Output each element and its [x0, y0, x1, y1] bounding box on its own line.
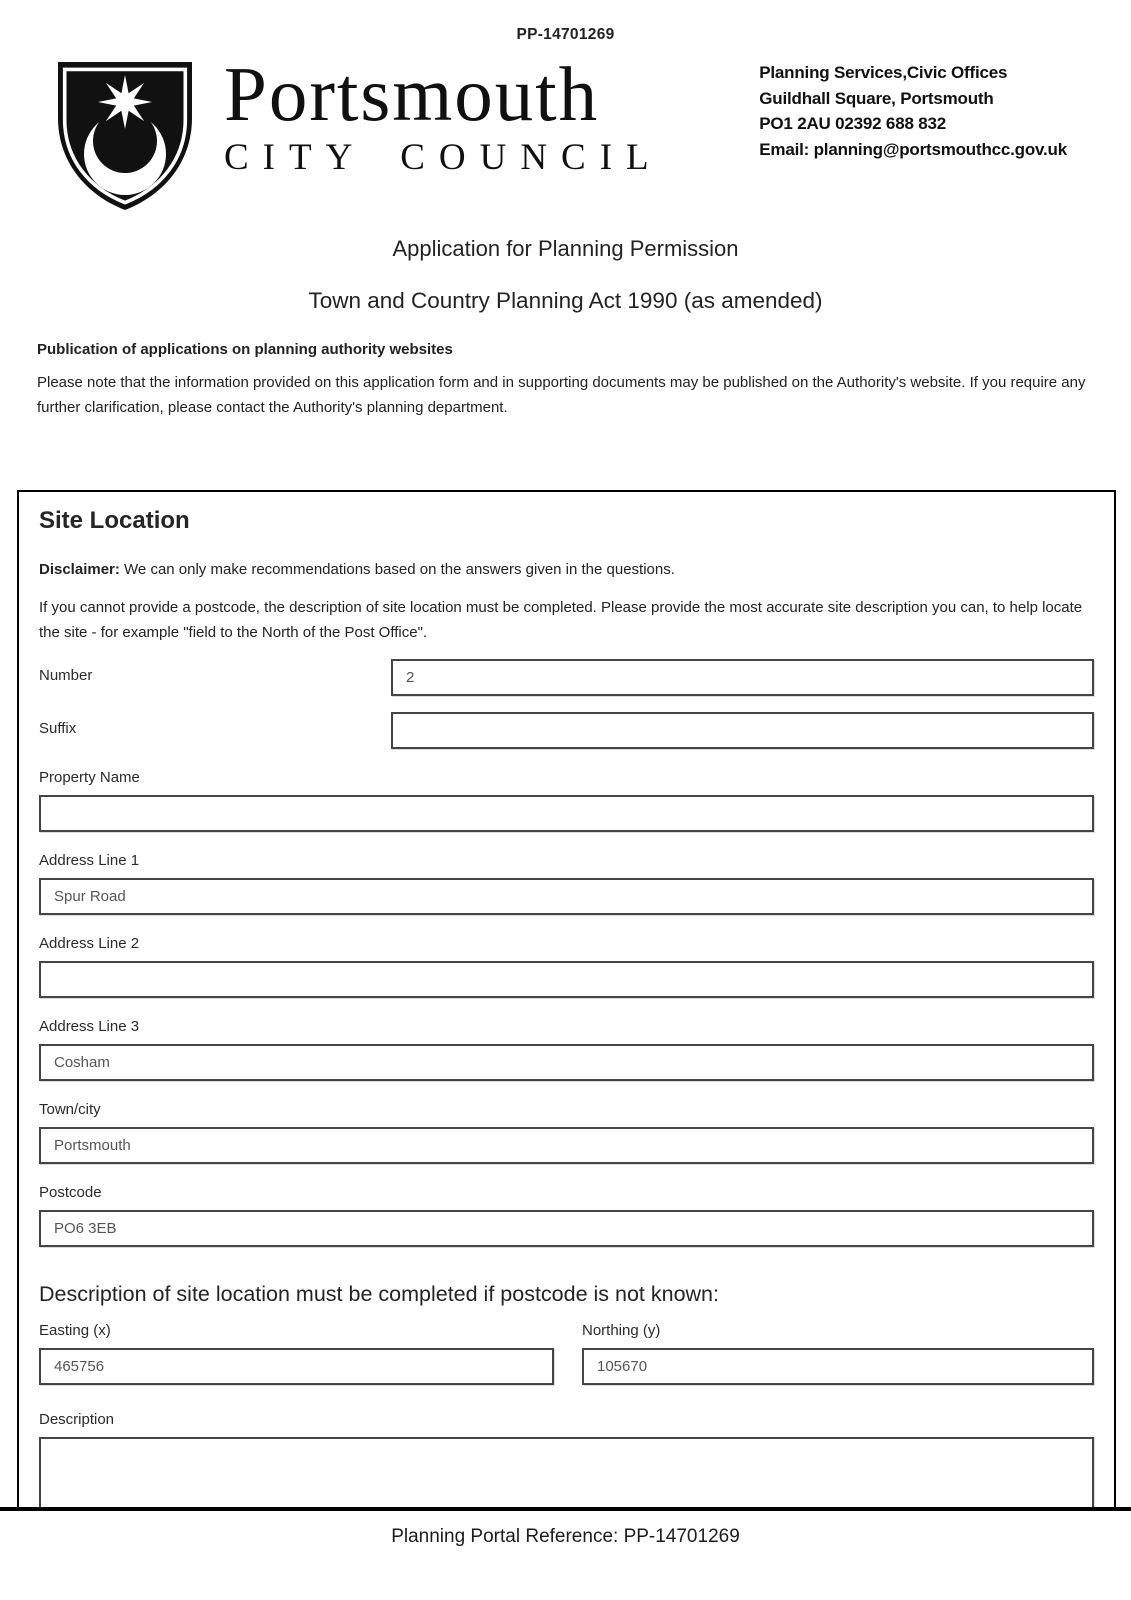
contact-line-office: Planning Services,Civic Offices	[759, 63, 1008, 82]
council-name: Portsmouth	[224, 51, 600, 137]
number-input[interactable]	[391, 659, 1094, 696]
address-line-1-field-row	[39, 852, 1094, 915]
page-break-divider	[0, 1507, 1131, 1511]
address-line-3-field-row	[39, 1018, 1094, 1081]
easting-input[interactable]	[39, 1348, 554, 1385]
page-title: Application for Planning Permission	[392, 236, 739, 261]
easting-field	[39, 1322, 554, 1385]
page-subtitle: Town and Country Planning Act 1990 (as amended)	[308, 288, 823, 313]
property-name-label: Property Name	[39, 769, 140, 786]
sun-star-icon	[98, 75, 152, 129]
disclaimer-label: Disclaimer:	[39, 561, 120, 578]
northing-field	[582, 1322, 1094, 1385]
northing-label: Northing (y)	[582, 1322, 661, 1339]
description-label: Description	[39, 1411, 115, 1428]
planning-services-contact-block	[759, 56, 1067, 162]
suffix-label: Suffix	[39, 720, 77, 737]
town-city-label: Town/city	[39, 1101, 101, 1118]
contact-line-address: Guildhall Square, Portsmouth	[759, 88, 994, 108]
property-name-field-row	[39, 769, 1094, 832]
contact-line-phone: PO1 2AU 02392 688 832	[759, 114, 946, 133]
town-city-field-row	[39, 1101, 1094, 1164]
coordinates-row	[39, 1322, 1094, 1385]
site-location-section	[17, 490, 1116, 1507]
publication-note: Please note that the information provided on this application form and in supporting documents may be published on the Authority's website. If you require any further clarification, please contact the Authority's planning department.	[37, 374, 1086, 416]
council-name-subtitle: CITY COUNCIL	[224, 137, 663, 178]
address-line-1-label: Address Line 1	[39, 852, 140, 869]
address-line-3-label: Address Line 3	[39, 1018, 140, 1035]
suffix-field-row	[39, 712, 1094, 749]
northing-input[interactable]	[582, 1348, 1094, 1385]
application-reference: PP-14701269	[516, 26, 615, 43]
property-name-input[interactable]	[39, 795, 1094, 832]
address-line-1-input[interactable]	[39, 878, 1094, 915]
description-textarea[interactable]	[39, 1437, 1094, 1507]
disclaimer-text: Disclaimer: We can only make recommendations based on the answers given in the questions.	[39, 561, 675, 578]
description-field-row	[39, 1411, 1094, 1507]
planning-portal-reference-footer: Planning Portal Reference: PP-14701269	[391, 1526, 740, 1547]
number-field-row	[39, 659, 1094, 696]
postcode-label: Postcode	[39, 1184, 102, 1201]
address-line-2-input[interactable]	[39, 961, 1094, 998]
contact-line-email: Email: planning@portsmouthcc.gov.uk	[759, 139, 1067, 159]
suffix-input[interactable]	[391, 712, 1094, 749]
address-line-2-label: Address Line 2	[39, 935, 140, 952]
postcode-field-row	[39, 1184, 1094, 1247]
postcode-instructions: If you cannot provide a postcode, the description of site location must be completed. Please provide the most accurate site description you can, to help locate the site - for example "field to the North of the Post Office".	[39, 599, 1083, 641]
address-line-3-input[interactable]	[39, 1044, 1094, 1081]
number-label: Number	[39, 667, 93, 684]
council-wordmark	[224, 51, 663, 178]
town-city-input[interactable]	[39, 1127, 1094, 1164]
council-crest-logo	[50, 56, 200, 216]
council-crest-shield-icon	[50, 56, 200, 216]
address-line-2-field-row	[39, 935, 1094, 998]
section-heading: Site Location	[39, 507, 190, 534]
easting-label: Easting (x)	[39, 1322, 111, 1339]
description-required-heading: Description of site location must be completed if postcode is not known:	[39, 1282, 719, 1306]
postcode-input[interactable]	[39, 1210, 1094, 1247]
page-header	[50, 51, 1067, 216]
publication-heading: Publication of applications on planning authority websites	[37, 341, 453, 358]
